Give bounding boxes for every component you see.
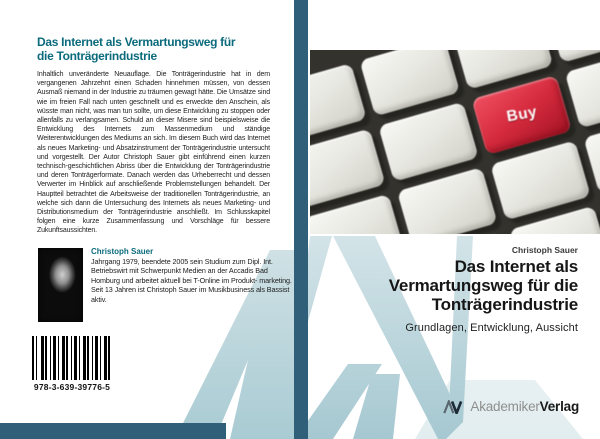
back-cover (0, 0, 294, 439)
publisher-name (470, 399, 579, 414)
front-title-line: Vermartungsweg für die (388, 276, 578, 295)
keyboard-key (310, 129, 386, 209)
barcode-bars (32, 336, 112, 380)
back-description: Inhaltlich unveränderte Neuauflage. Die Tonträgerindustrie hat in dem vergangenen Jahrzehnt einen Schaden hinnehmen müssen, von dessen Ausmaß niemand in der Industrie zu träumen gewagt hätte. Die Umsätze sind wie im freien Fall nach unten geschnellt und es erweckte den Anschein, als wüsste man nicht, was man tun sollte, um diese Entwicklung zu stoppen oder allenfalls zu verlangsamen. Schuld an dieser Misere sind beispielsweise die Entwicklung des Internets zum Massenmedium und ständige Weiterentwicklungen des Mediums an sich. Im diesem Buch wird das Internet als neues Marketing- und Absatzinstrument der Tonträgerindustrie untersucht und vorgestellt. Der Autor Christoph Sauer gibt einführend einen kurzen technisch-geschichtlichen Abriss über die Entwicklung der Tonträgerindustrie und deren Tonträgerformate. Danach werden das Urheberrecht und dessen Verwerter im Hinblick auf anschließende Problemstellungen behandelt. Der Hauptteil betrachtet die Arbeitsweise der traditionellen Tonträgerindustrie, an welche sich dann die Untersuchung des Internets als neues Marketing- und Distributionsmedium der Tonträgerindustrie anschließt. Im Schlusskapitel folgen eine kurze Zusammenfassung und Vorschläge für bessere Zukunftsaussichten. (37, 71, 270, 235)
front-cover (308, 0, 600, 439)
bottom-accent-bar (0, 423, 226, 439)
publisher-name-bold: Verlag (539, 399, 579, 414)
author-bio-body: Jahrgang 1979, beendete 2005 sein Studium zum Dipl. Int. Betriebswirt mit Schwerpunkt Medien an der Accadis Bad Homburg und arbeitet aktuell bei T-Online im Produkt- marketing. Seit 13 Jahren ist Christoph Sauer im Musikbusiness als Bassist aktiv. (91, 257, 292, 304)
keyboard-key (397, 167, 498, 234)
keyboard-key (565, 50, 600, 128)
buy-key (471, 75, 572, 155)
author-bio-text (91, 247, 297, 304)
keyboard-key (546, 50, 600, 63)
front-title (389, 257, 578, 314)
keyboard-key (490, 140, 591, 220)
keyboard-photo (310, 50, 600, 234)
front-author-name: Christoph Sauer (511, 245, 578, 255)
publisher-name-regular: Akademiker (470, 399, 540, 414)
author-bio (37, 247, 292, 304)
keyboard-plane (310, 50, 600, 234)
av-logo-icon (443, 400, 465, 414)
author-name: Christoph Sauer (91, 247, 154, 256)
front-title-line: Tonträgerindustrie (431, 295, 578, 314)
publisher-logo (443, 399, 579, 414)
back-title (37, 36, 235, 63)
keyboard-key (378, 102, 479, 182)
author-photo (38, 248, 83, 322)
isbn-number: 978-3-639-39776-5 (33, 382, 111, 392)
front-title-line: Das Internet als (454, 257, 578, 276)
buy-key-label: Buy (505, 103, 539, 126)
front-subtitle: Grundlagen, Entwicklung, Aussicht (405, 322, 578, 334)
barcode (30, 336, 114, 392)
spine (294, 0, 308, 439)
back-title-line: Das Internet als Vermartungsweg für (37, 35, 236, 49)
back-title-line: die Tonträgerindustrie (37, 48, 157, 63)
